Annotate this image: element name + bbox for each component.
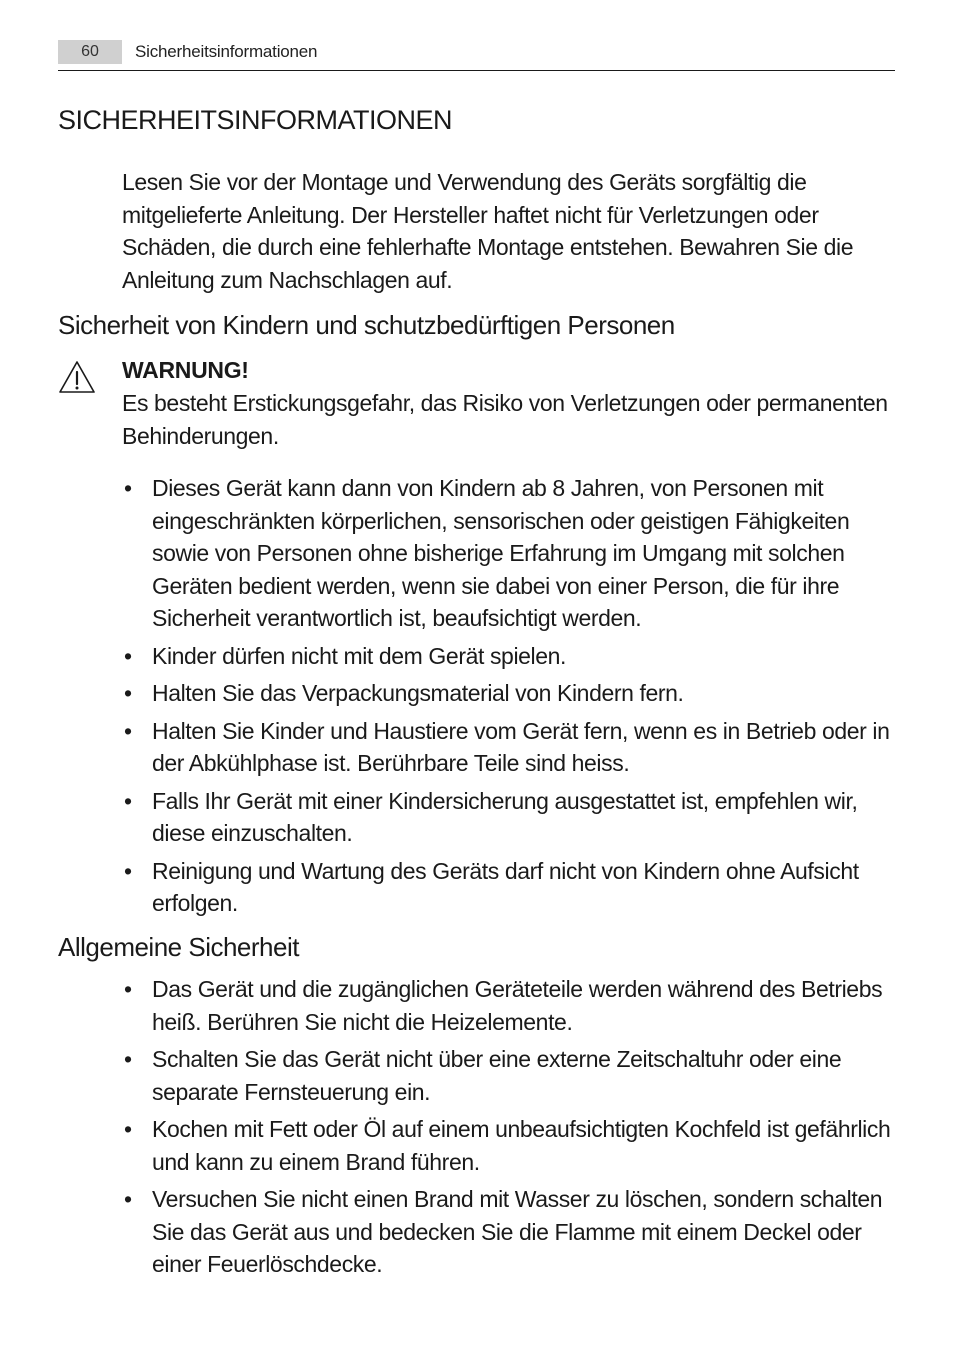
list-item	[122, 1113, 912, 1178]
bullet-icon: •	[124, 976, 132, 1002]
list-item-text: Schalten Sie das Gerät nicht über eine externe Zeitschaltuhr oder eine separate Fernsteuerung ein.	[152, 1046, 842, 1105]
list-item-text: Halten Sie Kinder und Haustiere vom Gerät fern, wenn es in Betrieb oder in der Abkühlphase ist. Berührbare Teile sind heiss.	[152, 717, 890, 776]
list-item	[122, 1043, 912, 1108]
list-item-text: Halten Sie das Verpackungsmaterial von Kindern fern.	[152, 680, 684, 706]
bullet-icon: •	[124, 680, 132, 706]
list-item	[122, 677, 912, 710]
intro-paragraph: Lesen Sie vor der Montage und Verwendung des Geräts sorgfältig die mitgelieferte Anleitung. Der Hersteller haftet nicht für Verletzungen oder Schäden, die durch eine fehlerhafte Montage entstehen. Bewahren Sie die Anleitung zum Nachschlagen auf.	[122, 169, 854, 293]
bullet-icon: •	[124, 857, 132, 884]
list-item-text: Versuchen Sie nicht einen Brand mit Wasser zu löschen, sondern schalten Sie das Gerät aus und bedecken Sie die Flamme mit einem Deckel oder einer Feuerlöschdecke.	[152, 1186, 883, 1277]
children-safety-list	[122, 472, 912, 925]
warning-triangle-icon	[58, 360, 96, 394]
bullet-icon: •	[124, 475, 132, 501]
bullet-icon: •	[124, 1046, 132, 1072]
list-item	[122, 640, 912, 673]
running-title: Sicherheitsinformationen	[135, 42, 318, 61]
list-item	[122, 472, 912, 635]
children-safety-heading: Sicherheit von Kindern und schutzbedürftigen Personen	[58, 310, 675, 340]
bullet-icon: •	[124, 1186, 132, 1212]
general-safety-list	[122, 973, 912, 1286]
page-header	[58, 40, 895, 71]
warning-text: Es besteht Erstickungsgefahr, das Risiko von Verletzungen oder permanenten Behinderungen.	[122, 390, 888, 449]
list-item	[122, 785, 912, 850]
warning-label: WARNUNG!	[122, 357, 249, 383]
list-item	[122, 855, 912, 920]
page-title: SICHERHEITSINFORMATIONEN	[58, 105, 453, 135]
list-item	[122, 715, 912, 780]
bullet-icon: •	[124, 717, 132, 744]
list-item-text: Falls Ihr Gerät mit einer Kindersicherung ausgestattet ist, empfehlen wir, diese einzuschalten.	[152, 787, 858, 846]
list-item-text: Reinigung und Wartung des Geräts darf nicht von Kindern ohne Aufsicht erfolgen.	[152, 857, 859, 916]
list-item	[122, 973, 912, 1038]
list-item-text: Kinder dürfen nicht mit dem Gerät spielen.	[152, 642, 567, 669]
page-number: 60	[58, 40, 122, 64]
bullet-icon: •	[124, 787, 132, 814]
bullet-icon: •	[124, 1116, 132, 1142]
general-safety-heading: Allgemeine Sicherheit	[58, 932, 299, 962]
list-item-text: Kochen mit Fett oder Öl auf einem unbeaufsichtigten Kochfeld ist gefährlich und kann zu einem Brand führen.	[152, 1116, 891, 1175]
list-item	[122, 1183, 912, 1281]
bullet-icon: •	[124, 642, 132, 669]
list-item-text: Das Gerät und die zugänglichen Geräteteile werden während des Betriebs heiß. Berühren Sie nicht die Heizelemente.	[152, 976, 883, 1035]
list-item-text: Dieses Gerät kann dann von Kindern ab 8 Jahren, von Personen mit eingeschränkten körperlichen, sensorischen oder geistigen Fähigkeiten sowie von Personen ohne bisherige Erfahrung im Umgang mit solchen Geräten bedient werden, wenn sie dabei von einer Person, die für ihre Sicherheit verantwortlich ist, beaufsichtigt werden.	[152, 475, 850, 631]
